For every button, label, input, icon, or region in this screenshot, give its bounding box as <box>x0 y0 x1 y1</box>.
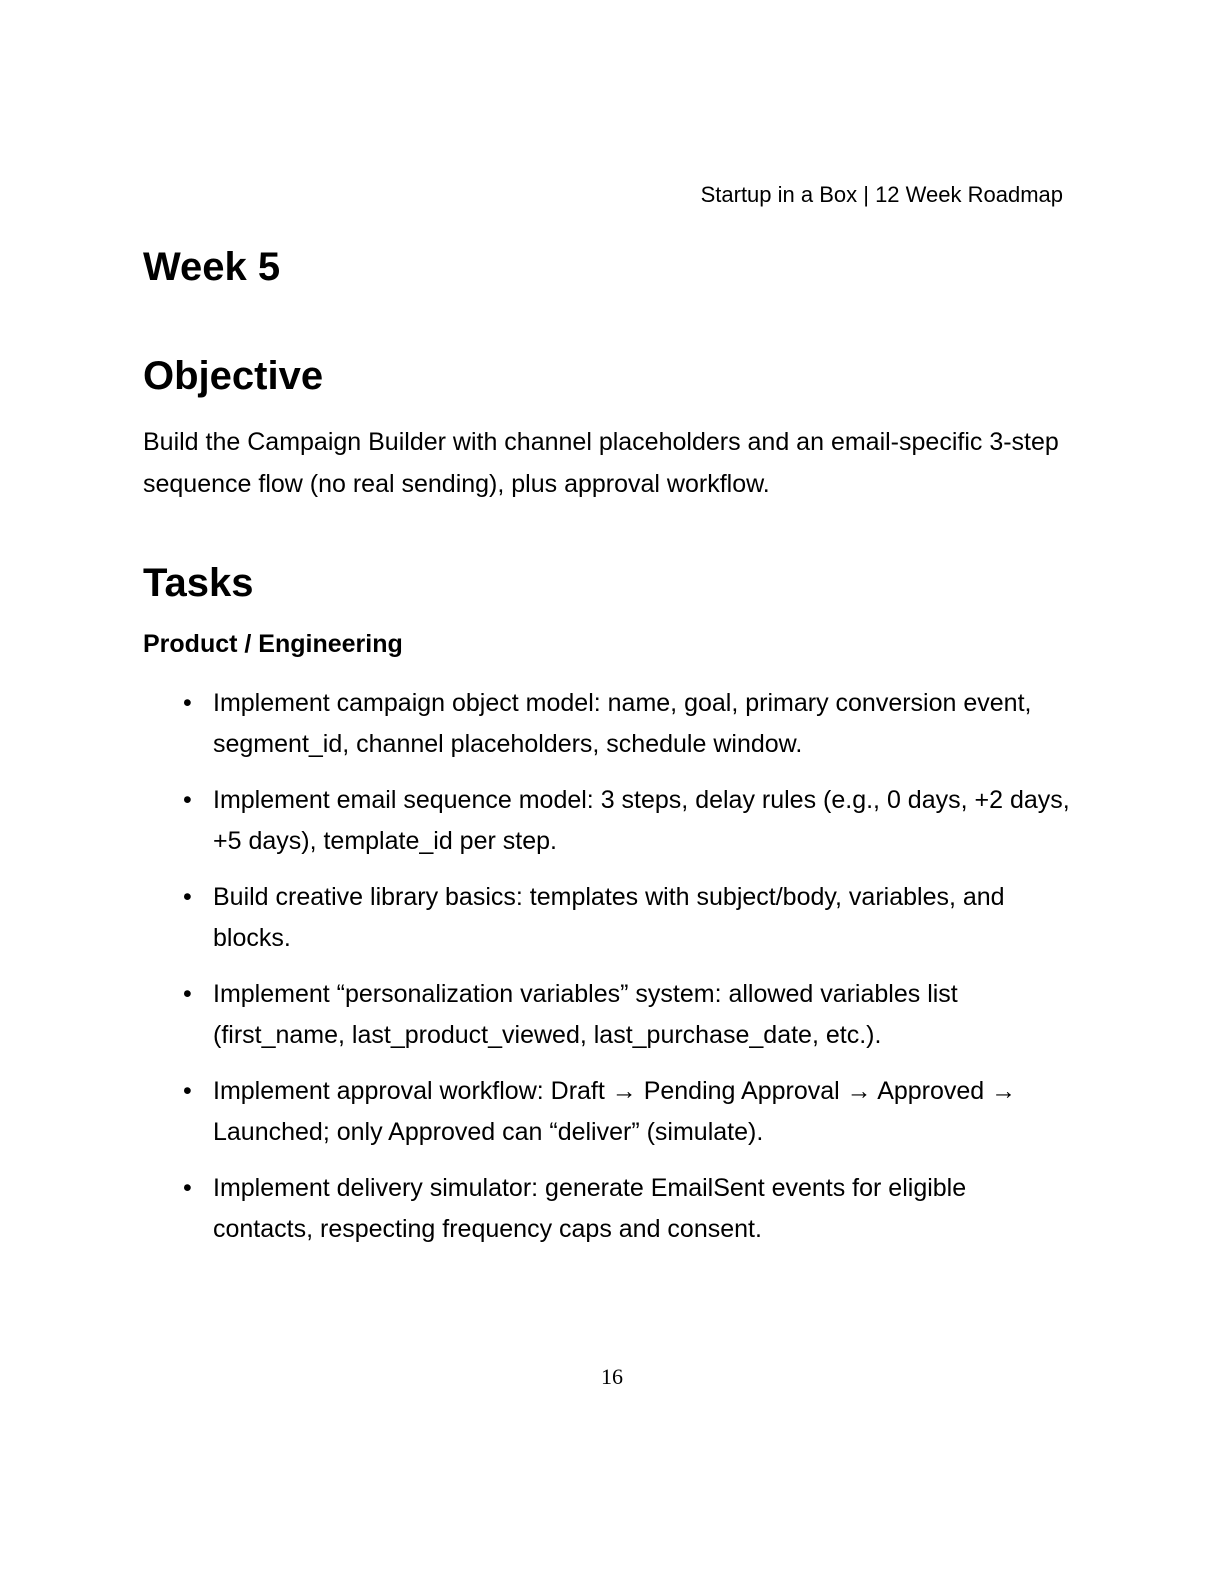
running-header: Startup in a Box | 12 Week Roadmap <box>700 182 1063 207</box>
bullet-icon: • <box>183 883 192 911</box>
bullet-icon: • <box>183 980 192 1008</box>
list-item: • Implement email sequence model: 3 steps, delay rules (e.g., 0 days, +2 days, +5 days), template_id per step. <box>143 780 1073 862</box>
tasks-heading: Tasks <box>143 561 254 605</box>
list-item: • Build creative library basics: templates with subject/body, variables, and blocks. <box>143 877 1073 959</box>
objective-heading: Objective <box>143 354 324 398</box>
list-item: • Implement “personalization variables” system: allowed variables list (first_name, last_product_viewed, last_purchase_date, etc.). <box>143 974 1073 1056</box>
bullet-icon: • <box>183 1174 192 1202</box>
bullet-icon: • <box>183 689 192 717</box>
bullet-icon: • <box>183 786 192 814</box>
week-title: Week 5 <box>143 245 281 289</box>
list-item: • Implement campaign object model: name, goal, primary conversion event, segment_id, channel placeholders, schedule window. <box>143 683 1073 765</box>
page-number: 16 <box>601 1364 623 1389</box>
list-item: • Implement approval workflow: Draft → Pending Approval → Approved → Launched; only Approved can “deliver” (simulate). <box>143 1071 1073 1153</box>
bullet-icon: • <box>183 1077 192 1105</box>
task-list <box>143 683 1073 1265</box>
objective-text: Build the Campaign Builder with channel placeholders and an email-specific 3-step sequence flow (no real sending), plus approval workflow. <box>143 428 1059 498</box>
list-item: • Implement delivery simulator: generate EmailSent events for eligible contacts, respecting frequency caps and consent. <box>143 1168 1073 1250</box>
tasks-subheading: Product / Engineering <box>143 630 403 658</box>
